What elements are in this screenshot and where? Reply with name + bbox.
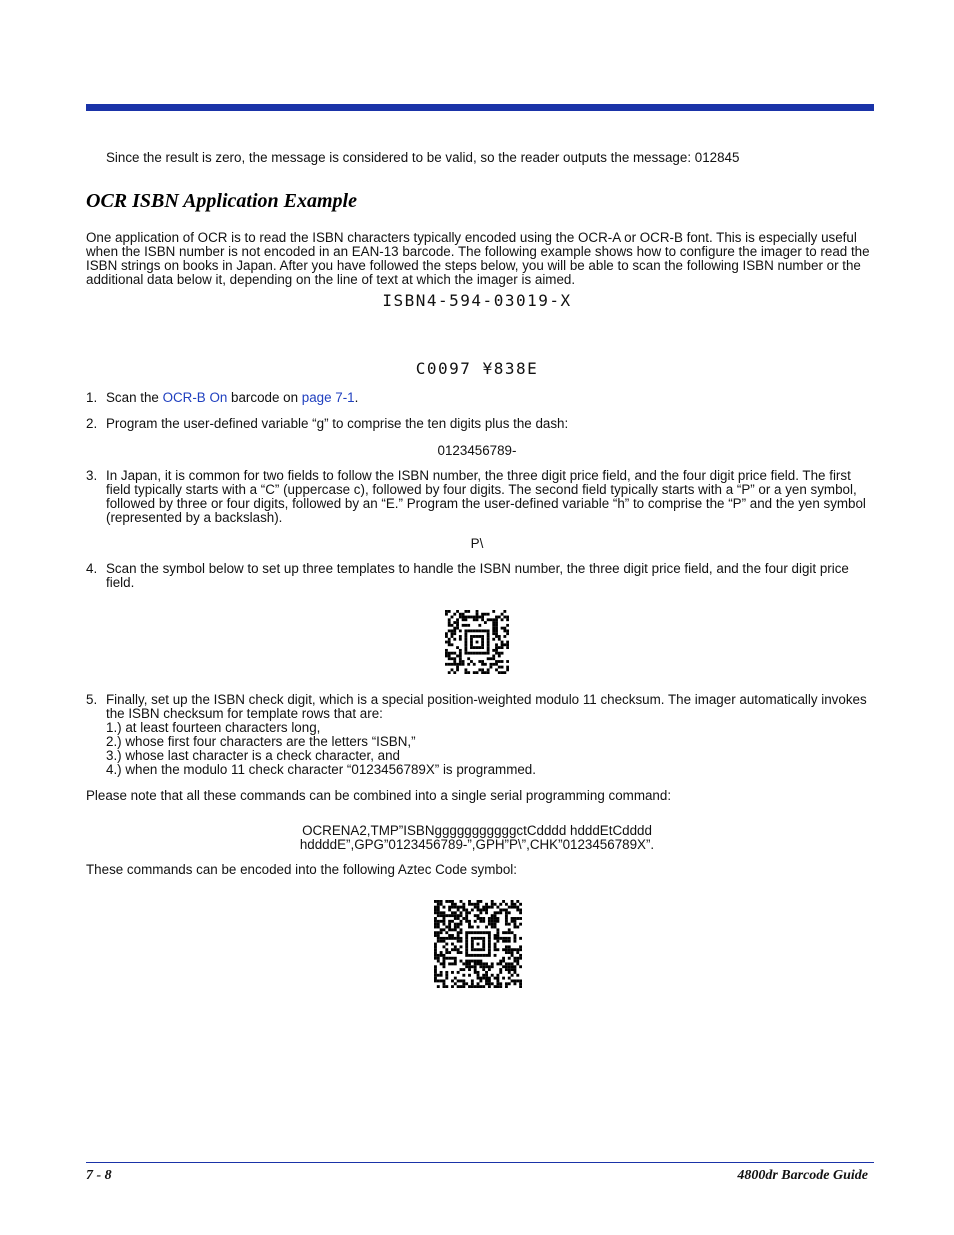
step-1 xyxy=(86,391,876,405)
intro-text: Since the result is zero, the message is considered to be valid, so the reader outputs the message: 012845 xyxy=(106,150,740,165)
checksum-rule: 1.) at least fourteen characters long, xyxy=(106,720,321,735)
step-number: 3. xyxy=(86,468,98,483)
checksum-rule: 2.) whose first four characters are the letters “ISBN,” xyxy=(106,734,416,749)
aztec-note: These commands can be encoded into the following Aztec Code symbol: xyxy=(86,862,517,877)
section-heading: OCR ISBN Application Example xyxy=(86,190,357,212)
step-number: 5. xyxy=(86,692,98,707)
page-7-1-link[interactable]: page 7-1 xyxy=(301,390,355,405)
ocr-b-on-link[interactable]: OCR-B On xyxy=(162,390,228,405)
command-line-2: hddddE”,GPG”0123456789-”,GPH”P\”,CHK”0123456789X”. xyxy=(299,837,655,852)
step-1-text-mid: barcode on xyxy=(227,390,302,405)
step-5 xyxy=(86,693,876,777)
intro-paragraph: One application of OCR is to read the ISBN characters typically encoded using the OCR-A or OCR-B font. This is especially useful when the ISBN number is not encoded in an EAN-13 barcode. The following example shows how to configure the imager to read the ISBN strings on books in Japan. After you have followed the steps below, you will be able to scan the following ISBN number or the additional data below it, depending on the line of text at which the imager is aimed. xyxy=(86,230,870,287)
step-1-text-end: . xyxy=(354,390,359,405)
step-3-text: In Japan, it is common for two fields to follow the ISBN number, the three digit price field, and the four digit price field. The first field typically starts with a “C” (uppercase c), followed by four digits. The second field typically starts with a “P” or a yen symbol, followed by three or four digits, followed by an “E.” Program the user-defined variable “h” to comprise the “P” and the yen symbol (represented by a backslash). xyxy=(106,468,866,525)
step-2 xyxy=(86,417,876,431)
step-4 xyxy=(86,562,876,590)
step-5-text: Finally, set up the ISBN check digit, which is a special position-weighted modulo 11 checksum. The imager automatically invokes the ISBN checksum for template rows that are: xyxy=(106,692,867,721)
combined-command-note: Please note that all these commands can be combined into a single serial programming command: xyxy=(86,788,672,803)
variable-h-value: P\ xyxy=(470,536,484,551)
step-3 xyxy=(86,469,876,525)
step-4-text: Scan the symbol below to set up three templates to handle the ISBN number, the three digit price field, and the four digit price field. xyxy=(106,561,849,590)
footer-rule xyxy=(86,1162,874,1163)
checksum-rule: 4.) when the modulo 11 check character “0123456789X” is programmed. xyxy=(106,762,536,777)
page-number: 7 - 8 xyxy=(86,1168,112,1183)
header-rule xyxy=(86,104,874,111)
guide-title: 4800dr Barcode Guide xyxy=(737,1168,868,1183)
ocr-sample-price: C0097 ¥838E xyxy=(415,359,539,378)
variable-g-value: 0123456789- xyxy=(437,443,517,458)
step-1-text: Scan the xyxy=(106,390,163,405)
step-number: 1. xyxy=(86,390,98,405)
step-number: 2. xyxy=(86,416,98,431)
template-aztec-barcode[interactable] xyxy=(445,610,509,674)
command-line-1: OCRENA2,TMP”ISBNgggggggggggctCdddd hdddEtCdddd xyxy=(302,823,652,838)
combined-aztec-barcode[interactable] xyxy=(434,900,522,988)
checksum-rule: 3.) whose last character is a check character, and xyxy=(106,748,400,763)
step-2-text: Program the user-defined variable “g” to comprise the ten digits plus the dash: xyxy=(106,416,569,431)
ocr-sample-isbn: ISBN4-594-03019-X xyxy=(382,291,572,310)
step-number: 4. xyxy=(86,561,98,576)
